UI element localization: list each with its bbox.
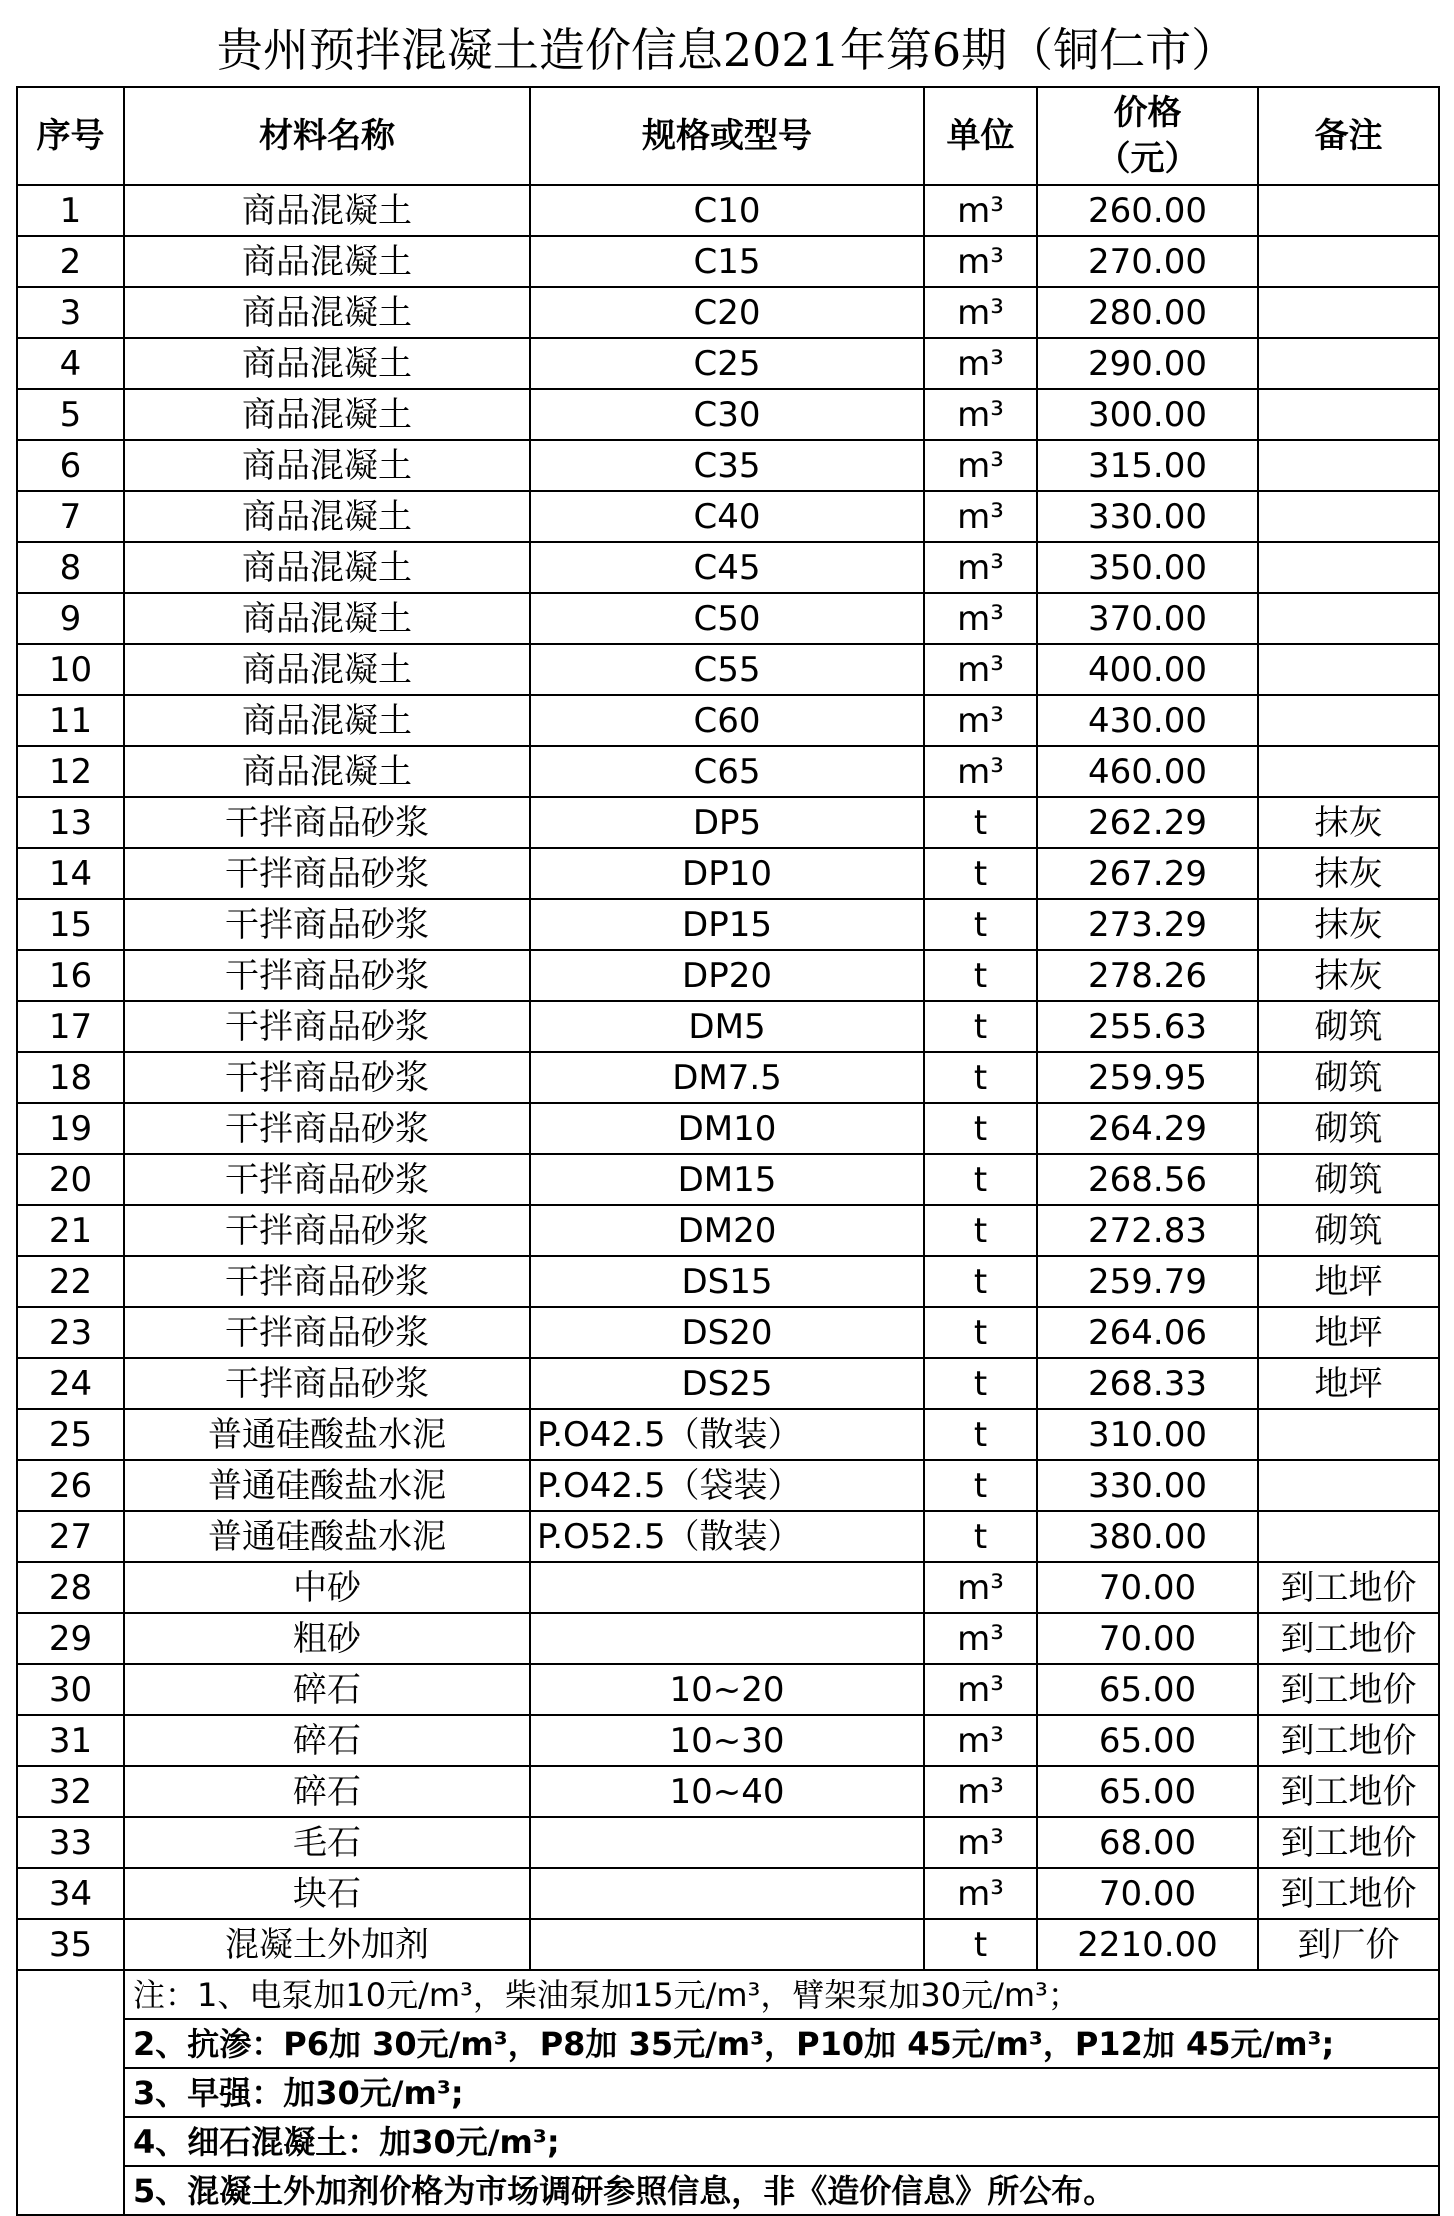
cell-price: 262.29 <box>1037 797 1258 848</box>
cell-name: 碎石 <box>124 1715 530 1766</box>
cell-spec: C25 <box>530 338 924 389</box>
cell-remark: 抹灰 <box>1258 899 1439 950</box>
cell-remark <box>1258 287 1439 338</box>
cell-name: 混凝土外加剂 <box>124 1919 530 1970</box>
table-row <box>17 542 1439 593</box>
cell-name: 干拌商品砂浆 <box>124 1052 530 1103</box>
cell-price: 268.33 <box>1037 1358 1258 1409</box>
cell-name: 商品混凝土 <box>124 287 530 338</box>
cell-price: 255.63 <box>1037 1001 1258 1052</box>
cell-unit: m³ <box>924 440 1037 491</box>
note-text: 注：1、电泵加10元/m³，柴油泵加15元/m³，臂架泵加30元/m³； <box>124 1970 1439 2019</box>
table-row <box>17 1868 1439 1919</box>
header-price <box>1037 87 1258 185</box>
header-unit: 单位 <box>924 87 1037 185</box>
cell-name: 商品混凝土 <box>124 491 530 542</box>
cell-no: 1 <box>17 185 124 236</box>
header-no: 序号 <box>17 87 124 185</box>
table-row <box>17 1766 1439 1817</box>
header-remark: 备注 <box>1258 87 1439 185</box>
cell-remark: 抹灰 <box>1258 848 1439 899</box>
cell-spec: DM5 <box>530 1001 924 1052</box>
cell-name: 干拌商品砂浆 <box>124 797 530 848</box>
cell-spec: P.O52.5（散装） <box>530 1511 924 1562</box>
cell-no: 20 <box>17 1154 124 1205</box>
cell-unit: m³ <box>924 287 1037 338</box>
cell-remark <box>1258 1511 1439 1562</box>
table-row <box>17 1001 1439 1052</box>
cell-unit: t <box>924 950 1037 1001</box>
cell-unit: m³ <box>924 338 1037 389</box>
note-text: 2、抗渗：P6加 30元/m³，P8加 35元/m³，P10加 45元/m³，P12加 45元/m³; <box>124 2019 1439 2068</box>
cell-unit: m³ <box>924 1715 1037 1766</box>
cell-price: 268.56 <box>1037 1154 1258 1205</box>
cell-unit: m³ <box>924 644 1037 695</box>
table-row <box>17 950 1439 1001</box>
cell-spec: C30 <box>530 389 924 440</box>
table-row <box>17 695 1439 746</box>
cell-no: 24 <box>17 1358 124 1409</box>
cell-remark <box>1258 1409 1439 1460</box>
header-spec: 规格或型号 <box>530 87 924 185</box>
cell-remark: 到工地价 <box>1258 1562 1439 1613</box>
cell-remark: 地坪 <box>1258 1358 1439 1409</box>
cell-price: 300.00 <box>1037 389 1258 440</box>
cell-no: 14 <box>17 848 124 899</box>
cell-price: 70.00 <box>1037 1868 1258 1919</box>
cell-spec: DP10 <box>530 848 924 899</box>
cell-unit: t <box>924 1307 1037 1358</box>
cell-unit: t <box>924 1052 1037 1103</box>
table-row <box>17 1256 1439 1307</box>
cell-price: 259.95 <box>1037 1052 1258 1103</box>
cell-no: 28 <box>17 1562 124 1613</box>
cell-name: 商品混凝土 <box>124 593 530 644</box>
table-row <box>17 1409 1439 1460</box>
cell-no: 22 <box>17 1256 124 1307</box>
cell-spec: 10~40 <box>530 1766 924 1817</box>
cell-spec <box>530 1919 924 1970</box>
table-row <box>17 1613 1439 1664</box>
table-row <box>17 797 1439 848</box>
cell-no: 29 <box>17 1613 124 1664</box>
cell-price: 70.00 <box>1037 1613 1258 1664</box>
table-row <box>17 1307 1439 1358</box>
table-row <box>17 1562 1439 1613</box>
cell-price: 259.79 <box>1037 1256 1258 1307</box>
cell-spec <box>530 1613 924 1664</box>
notes-section <box>17 1970 1439 2215</box>
cell-remark: 到工地价 <box>1258 1613 1439 1664</box>
table-body <box>17 185 1439 1970</box>
cell-remark: 砌筑 <box>1258 1001 1439 1052</box>
table-row <box>17 1052 1439 1103</box>
table-row <box>17 1205 1439 1256</box>
cell-unit: t <box>924 1001 1037 1052</box>
table-row <box>17 287 1439 338</box>
cell-no: 19 <box>17 1103 124 1154</box>
cell-unit: m³ <box>924 1562 1037 1613</box>
cell-unit: m³ <box>924 542 1037 593</box>
cell-remark <box>1258 389 1439 440</box>
note-spacer <box>17 1970 124 2215</box>
cell-remark: 到工地价 <box>1258 1817 1439 1868</box>
cell-name: 普通硅酸盐水泥 <box>124 1409 530 1460</box>
cell-spec: C65 <box>530 746 924 797</box>
cell-remark: 地坪 <box>1258 1307 1439 1358</box>
cell-name: 普通硅酸盐水泥 <box>124 1511 530 1562</box>
cell-unit: t <box>924 1358 1037 1409</box>
cell-remark: 抹灰 <box>1258 797 1439 848</box>
cell-no: 12 <box>17 746 124 797</box>
note-text: 4、细石混凝土：加30元/m³; <box>124 2117 1439 2166</box>
cell-unit: t <box>924 1409 1037 1460</box>
cell-name: 商品混凝土 <box>124 185 530 236</box>
cell-name: 中砂 <box>124 1562 530 1613</box>
cell-spec: DM15 <box>530 1154 924 1205</box>
table-row <box>17 746 1439 797</box>
cell-unit: t <box>924 1919 1037 1970</box>
cell-price: 70.00 <box>1037 1562 1258 1613</box>
cell-remark <box>1258 440 1439 491</box>
cell-spec: C40 <box>530 491 924 542</box>
cell-price: 264.06 <box>1037 1307 1258 1358</box>
note-text: 3、早强：加30元/m³; <box>124 2068 1439 2117</box>
cell-spec <box>530 1868 924 1919</box>
cell-spec: DS20 <box>530 1307 924 1358</box>
note-row <box>17 2117 1439 2166</box>
cell-spec: P.O42.5（袋装） <box>530 1460 924 1511</box>
cell-name: 商品混凝土 <box>124 440 530 491</box>
cell-unit: m³ <box>924 185 1037 236</box>
cell-remark: 到工地价 <box>1258 1715 1439 1766</box>
cell-no: 7 <box>17 491 124 542</box>
note-row <box>17 2068 1439 2117</box>
note-text: 5、混凝土外加剂价格为市场调研参照信息，非《造价信息》所公布。 <box>124 2166 1439 2215</box>
cell-spec: DP15 <box>530 899 924 950</box>
cell-remark <box>1258 593 1439 644</box>
cell-name: 干拌商品砂浆 <box>124 1103 530 1154</box>
cell-remark: 到工地价 <box>1258 1766 1439 1817</box>
cell-name: 商品混凝土 <box>124 695 530 746</box>
cell-price: 280.00 <box>1037 287 1258 338</box>
table-row <box>17 1358 1439 1409</box>
cell-unit: t <box>924 1205 1037 1256</box>
cell-no: 31 <box>17 1715 124 1766</box>
cell-unit: m³ <box>924 1868 1037 1919</box>
cell-name: 干拌商品砂浆 <box>124 1358 530 1409</box>
cell-price: 460.00 <box>1037 746 1258 797</box>
table-row <box>17 236 1439 287</box>
table-row <box>17 1511 1439 1562</box>
cell-spec: C45 <box>530 542 924 593</box>
cell-unit: m³ <box>924 389 1037 440</box>
cell-no: 2 <box>17 236 124 287</box>
cell-unit: m³ <box>924 1664 1037 1715</box>
cell-spec: C50 <box>530 593 924 644</box>
cell-spec: DP20 <box>530 950 924 1001</box>
cell-price: 278.26 <box>1037 950 1258 1001</box>
cell-price: 290.00 <box>1037 338 1258 389</box>
cell-price: 315.00 <box>1037 440 1258 491</box>
header-price-line1: 价格 <box>1113 93 1182 133</box>
cell-price: 310.00 <box>1037 1409 1258 1460</box>
note-row <box>17 2019 1439 2068</box>
table-row <box>17 440 1439 491</box>
cell-no: 26 <box>17 1460 124 1511</box>
cell-remark: 到工地价 <box>1258 1664 1439 1715</box>
cell-name: 干拌商品砂浆 <box>124 1307 530 1358</box>
cell-remark <box>1258 236 1439 287</box>
cell-unit: m³ <box>924 1766 1037 1817</box>
cell-no: 32 <box>17 1766 124 1817</box>
cell-remark: 到工地价 <box>1258 1868 1439 1919</box>
cell-price: 267.29 <box>1037 848 1258 899</box>
cell-name: 碎石 <box>124 1664 530 1715</box>
header-price-line2: （元） <box>1096 139 1199 179</box>
cell-no: 18 <box>17 1052 124 1103</box>
cell-remark <box>1258 542 1439 593</box>
cell-spec: C10 <box>530 185 924 236</box>
cell-unit: t <box>924 1103 1037 1154</box>
cell-no: 4 <box>17 338 124 389</box>
page-title: 贵州预拌混凝土造价信息2021年第6期（铜仁市） <box>216 23 1238 77</box>
table-row <box>17 1919 1439 1970</box>
cell-no: 17 <box>17 1001 124 1052</box>
cell-unit: m³ <box>924 695 1037 746</box>
table-row <box>17 389 1439 440</box>
cell-name: 商品混凝土 <box>124 644 530 695</box>
cell-no: 15 <box>17 899 124 950</box>
cell-spec: DM20 <box>530 1205 924 1256</box>
cell-price: 272.83 <box>1037 1205 1258 1256</box>
table-row <box>17 491 1439 542</box>
cell-remark <box>1258 1460 1439 1511</box>
cell-no: 6 <box>17 440 124 491</box>
cell-spec: C20 <box>530 287 924 338</box>
cell-price: 330.00 <box>1037 1460 1258 1511</box>
cell-price: 370.00 <box>1037 593 1258 644</box>
table-row <box>17 1103 1439 1154</box>
cell-price: 68.00 <box>1037 1817 1258 1868</box>
note-row <box>17 1970 1439 2019</box>
cell-name: 商品混凝土 <box>124 389 530 440</box>
cell-name: 干拌商品砂浆 <box>124 1256 530 1307</box>
cell-spec: DS25 <box>530 1358 924 1409</box>
cell-unit: t <box>924 1460 1037 1511</box>
table-row <box>17 185 1439 236</box>
cell-no: 21 <box>17 1205 124 1256</box>
cell-spec: DP5 <box>530 797 924 848</box>
cell-unit: m³ <box>924 593 1037 644</box>
cell-unit: m³ <box>924 746 1037 797</box>
cell-unit: m³ <box>924 1613 1037 1664</box>
cell-unit: t <box>924 1154 1037 1205</box>
cell-name: 干拌商品砂浆 <box>124 1205 530 1256</box>
cell-remark <box>1258 491 1439 542</box>
cell-no: 10 <box>17 644 124 695</box>
table-row <box>17 644 1439 695</box>
cell-name: 干拌商品砂浆 <box>124 950 530 1001</box>
cell-spec: 10~30 <box>530 1715 924 1766</box>
cell-price: 273.29 <box>1037 899 1258 950</box>
cell-unit: t <box>924 1511 1037 1562</box>
cell-name: 粗砂 <box>124 1613 530 1664</box>
cell-price: 270.00 <box>1037 236 1258 287</box>
cell-no: 23 <box>17 1307 124 1358</box>
cell-price: 65.00 <box>1037 1766 1258 1817</box>
cell-spec: DM10 <box>530 1103 924 1154</box>
table-row <box>17 1154 1439 1205</box>
cell-name: 干拌商品砂浆 <box>124 1001 530 1052</box>
cell-no: 25 <box>17 1409 124 1460</box>
cell-remark <box>1258 746 1439 797</box>
cell-name: 碎石 <box>124 1766 530 1817</box>
cell-price: 430.00 <box>1037 695 1258 746</box>
cell-remark <box>1258 185 1439 236</box>
cell-name: 商品混凝土 <box>124 746 530 797</box>
cell-no: 3 <box>17 287 124 338</box>
cell-remark: 砌筑 <box>1258 1052 1439 1103</box>
cell-spec: 10~20 <box>530 1664 924 1715</box>
cell-remark: 地坪 <box>1258 1256 1439 1307</box>
table-header-row <box>17 87 1439 185</box>
cell-price: 330.00 <box>1037 491 1258 542</box>
cell-spec <box>530 1562 924 1613</box>
cell-name: 干拌商品砂浆 <box>124 899 530 950</box>
cell-remark <box>1258 695 1439 746</box>
table-row <box>17 1715 1439 1766</box>
table-row <box>17 1664 1439 1715</box>
cell-unit: m³ <box>924 491 1037 542</box>
table-row <box>17 848 1439 899</box>
cell-remark <box>1258 338 1439 389</box>
cell-no: 27 <box>17 1511 124 1562</box>
cell-no: 11 <box>17 695 124 746</box>
cell-price: 260.00 <box>1037 185 1258 236</box>
cell-remark: 砌筑 <box>1258 1154 1439 1205</box>
cell-spec: C35 <box>530 440 924 491</box>
cell-price: 264.29 <box>1037 1103 1258 1154</box>
cell-unit: t <box>924 848 1037 899</box>
cell-name: 商品混凝土 <box>124 542 530 593</box>
cell-name: 干拌商品砂浆 <box>124 848 530 899</box>
cell-spec: P.O42.5（散装） <box>530 1409 924 1460</box>
cell-no: 30 <box>17 1664 124 1715</box>
cell-price: 65.00 <box>1037 1664 1258 1715</box>
cell-spec: DM7.5 <box>530 1052 924 1103</box>
cell-name: 干拌商品砂浆 <box>124 1154 530 1205</box>
cell-remark: 砌筑 <box>1258 1103 1439 1154</box>
cell-spec: C55 <box>530 644 924 695</box>
cell-no: 33 <box>17 1817 124 1868</box>
cell-name: 商品混凝土 <box>124 338 530 389</box>
cell-spec: C15 <box>530 236 924 287</box>
cell-unit: m³ <box>924 236 1037 287</box>
cell-no: 16 <box>17 950 124 1001</box>
cell-price: 2210.00 <box>1037 1919 1258 1970</box>
cell-spec: DS15 <box>530 1256 924 1307</box>
price-table <box>16 86 1440 2216</box>
table-row <box>17 593 1439 644</box>
cell-price: 400.00 <box>1037 644 1258 695</box>
cell-name: 块石 <box>124 1868 530 1919</box>
cell-no: 8 <box>17 542 124 593</box>
table-row <box>17 1460 1439 1511</box>
cell-no: 9 <box>17 593 124 644</box>
cell-unit: t <box>924 797 1037 848</box>
header-name: 材料名称 <box>124 87 530 185</box>
cell-unit: t <box>924 899 1037 950</box>
table-row <box>17 899 1439 950</box>
cell-name: 普通硅酸盐水泥 <box>124 1460 530 1511</box>
table-row <box>17 338 1439 389</box>
cell-spec <box>530 1817 924 1868</box>
cell-price: 65.00 <box>1037 1715 1258 1766</box>
cell-remark <box>1258 644 1439 695</box>
cell-no: 35 <box>17 1919 124 1970</box>
cell-name: 商品混凝土 <box>124 236 530 287</box>
cell-spec: C60 <box>530 695 924 746</box>
cell-unit: m³ <box>924 1817 1037 1868</box>
cell-name: 毛石 <box>124 1817 530 1868</box>
table-row <box>17 1817 1439 1868</box>
cell-remark: 到厂价 <box>1258 1919 1439 1970</box>
cell-unit: t <box>924 1256 1037 1307</box>
cell-price: 380.00 <box>1037 1511 1258 1562</box>
cell-no: 13 <box>17 797 124 848</box>
cell-remark: 抹灰 <box>1258 950 1439 1001</box>
note-row <box>17 2166 1439 2215</box>
cell-no: 5 <box>17 389 124 440</box>
cell-price: 350.00 <box>1037 542 1258 593</box>
cell-remark: 砌筑 <box>1258 1205 1439 1256</box>
cell-no: 34 <box>17 1868 124 1919</box>
